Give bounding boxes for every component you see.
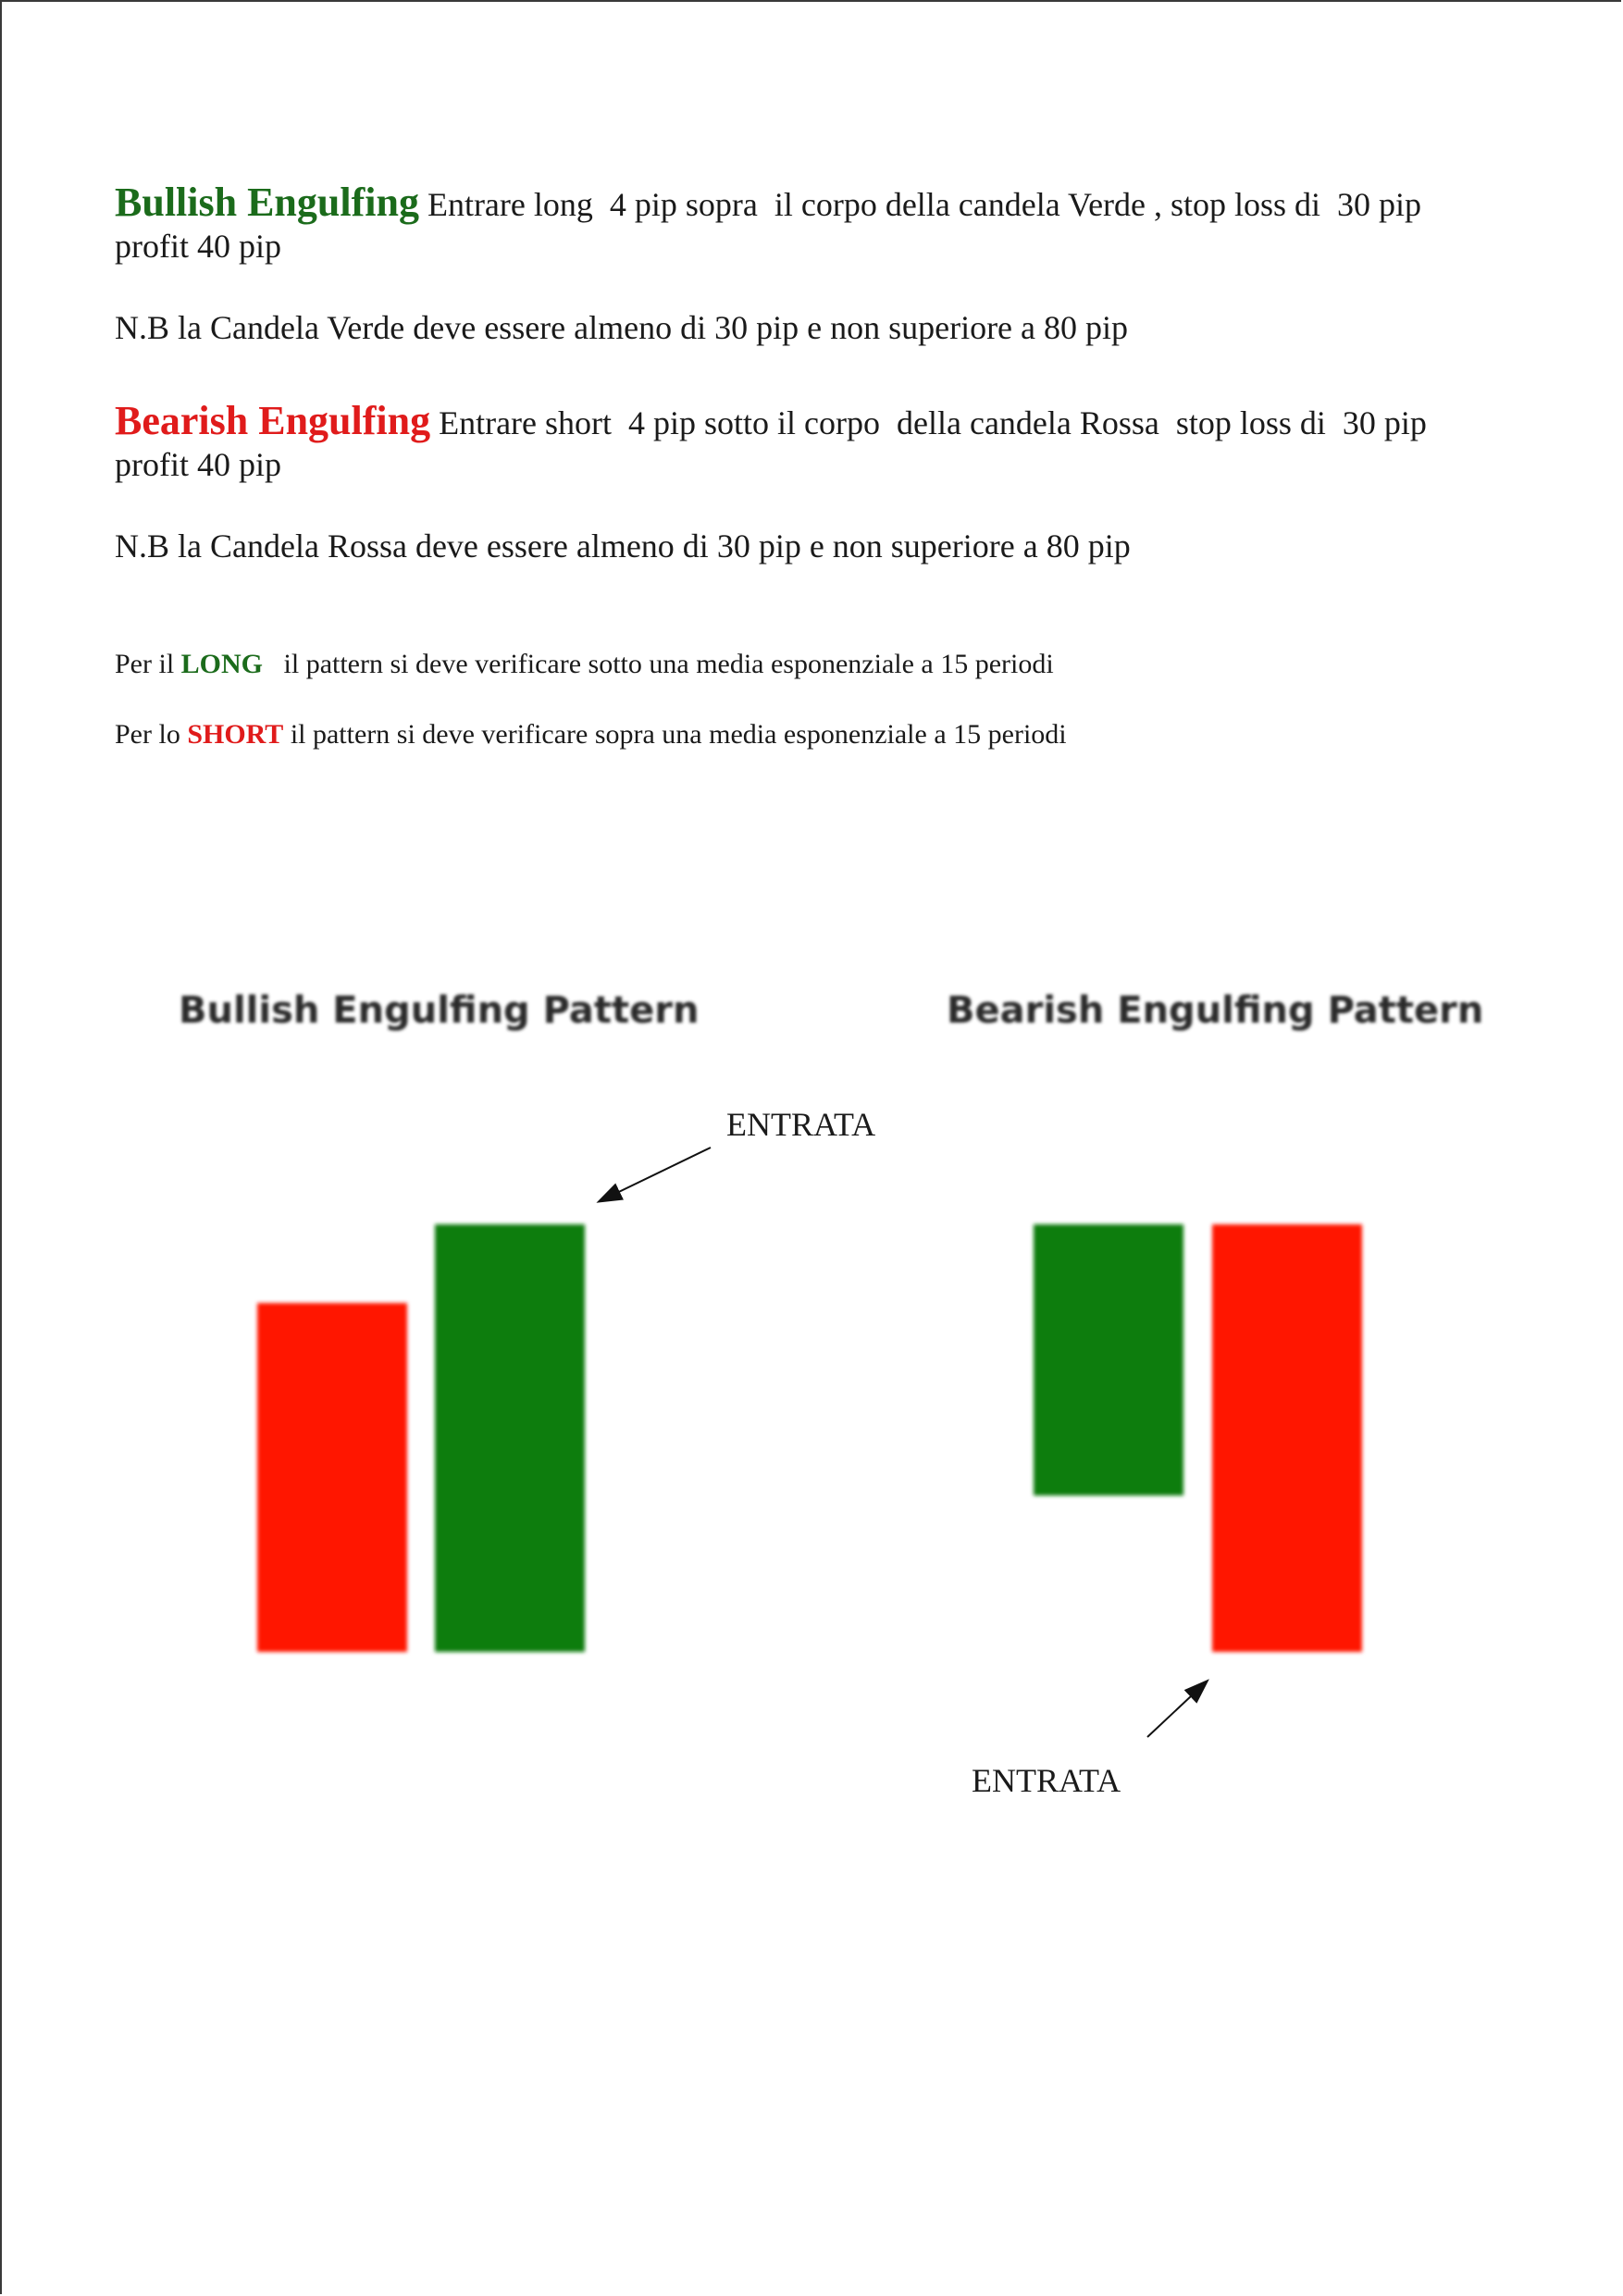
short-condition bbox=[115, 717, 1521, 752]
bullish-pattern-title: Bullish Engulfing Pattern bbox=[179, 989, 700, 1032]
bullish-red-candle bbox=[257, 1146, 407, 1805]
engulfing-patterns-figure bbox=[0, 944, 1623, 1851]
long-keyword: LONG bbox=[180, 649, 264, 679]
bullish-entry-label: ENTRATA bbox=[726, 1106, 876, 1143]
bearish-red-candle bbox=[1212, 1106, 1362, 1805]
bullish-rule-profit: profit 40 pip bbox=[115, 228, 281, 265]
long-condition-prefix: Per il bbox=[115, 649, 181, 679]
short-condition-text: il pattern si deve verificare sopra una media esponenziale a 15 periodi bbox=[283, 719, 1067, 750]
bearish-rule-profit: profit 40 pip bbox=[115, 446, 281, 483]
bearish-green-candle-body bbox=[1034, 1224, 1183, 1496]
bullish-engulfing-label: Bullish Engulfing bbox=[115, 180, 419, 225]
long-condition bbox=[115, 647, 1521, 682]
bearish-note: N.B la Candela Rossa deve essere almeno di 30 pip e non superiore a 80 pip bbox=[115, 527, 1131, 565]
bearish-rule-text: Entrare short 4 pip sotto il corpo della candela Rossa stop loss di 30 pip bbox=[430, 404, 1427, 441]
bearish-entry-arrow bbox=[1147, 1682, 1207, 1737]
bullish-red-candle-body bbox=[257, 1303, 407, 1652]
bullish-note: N.B la Candela Verde deve essere almeno di 30 pip e non superiore a 80 pip bbox=[115, 309, 1129, 346]
bearish-entry-label: ENTRATA bbox=[972, 1762, 1121, 1799]
bearish-pattern-title: Bearish Engulfing Pattern bbox=[947, 989, 1484, 1032]
bearish-red-candle-body bbox=[1212, 1224, 1362, 1652]
bearish-green-candle bbox=[1034, 1146, 1183, 1615]
bullish-rule bbox=[115, 181, 1521, 267]
bullish-green-candle bbox=[435, 1106, 585, 1733]
bearish-rule bbox=[115, 400, 1521, 486]
long-condition-text: il pattern si deve verificare sotto una media esponenziale a 15 periodi bbox=[263, 649, 1054, 679]
short-keyword: SHORT bbox=[187, 719, 284, 750]
bullish-rule-text: Entrare long 4 pip sopra il corpo della candela Verde , stop loss di 30 pip bbox=[418, 186, 1422, 223]
bearish-engulfing-label: Bearish Engulfing bbox=[115, 398, 431, 443]
bullish-entry-arrow bbox=[600, 1148, 711, 1201]
bullish-green-candle-body bbox=[435, 1224, 585, 1652]
short-condition-prefix: Per lo bbox=[115, 719, 188, 750]
